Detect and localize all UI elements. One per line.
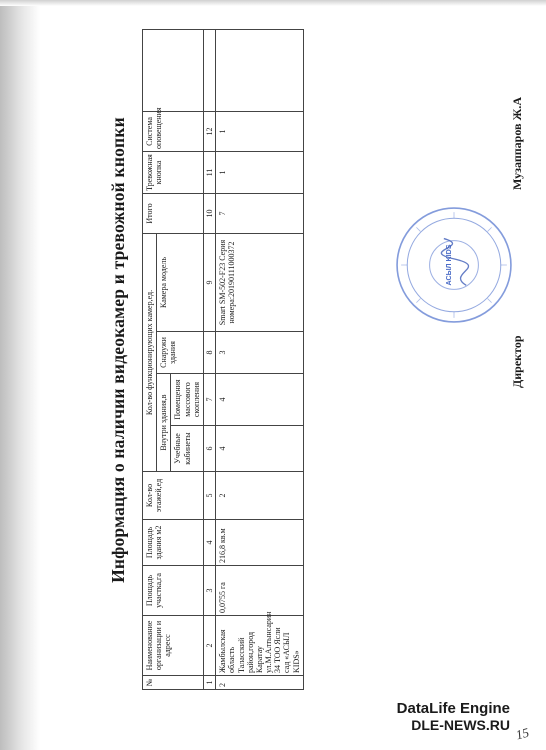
cell-classrooms: 4 bbox=[216, 426, 304, 472]
column-number: 12 bbox=[203, 112, 215, 152]
col-building-area-header: Площадь здания м2 bbox=[143, 520, 204, 566]
cell-alert-system: 1 bbox=[216, 112, 304, 152]
column-number: 7 bbox=[203, 374, 215, 426]
column-number-blank bbox=[203, 30, 215, 112]
cell-total: 7 bbox=[216, 194, 304, 234]
cell-site-area: 0,0755 га bbox=[216, 566, 304, 616]
column-number: 5 bbox=[203, 472, 215, 520]
col-alert-system-header: Система оповещения bbox=[143, 112, 204, 152]
col-floors-header: Кол-во этажей,ед bbox=[143, 472, 204, 520]
cell-outside: 3 bbox=[216, 332, 304, 374]
column-number: 10 bbox=[203, 194, 215, 234]
column-number: 6 bbox=[203, 426, 215, 472]
col-mass-rooms-header: Помещения массового скопления bbox=[171, 374, 204, 426]
column-number: 9 bbox=[203, 234, 215, 332]
col-total-header: Итого bbox=[143, 194, 204, 234]
handwritten-page-number: 15 bbox=[514, 724, 531, 743]
col-blank bbox=[143, 30, 204, 112]
cell-building-area: 216,8 кв.м bbox=[216, 520, 304, 566]
header-row-1 bbox=[143, 30, 157, 690]
col-name-header: Наименование организации и адресс bbox=[143, 616, 204, 676]
cell-camera-model: Smart SM-502-F23 Серия номера:20190111000372 bbox=[216, 234, 304, 332]
column-number: 11 bbox=[203, 152, 215, 194]
column-numbers-row bbox=[203, 30, 215, 690]
cell-mass-rooms: 4 bbox=[216, 374, 304, 426]
column-number: 3 bbox=[203, 566, 215, 616]
col-outside-header: Снаружи здания bbox=[157, 332, 204, 374]
watermark-line-1: DataLife Engine bbox=[396, 700, 510, 717]
document-title: Информация о наличии видеокамер и тревожной кнопки bbox=[108, 117, 128, 583]
rotated-document bbox=[100, 0, 546, 700]
cameras-table bbox=[142, 29, 304, 690]
column-number: 1 bbox=[203, 676, 215, 690]
cell-no: 2 bbox=[216, 676, 304, 690]
col-cameras-group-header: Кол-во функционирующих камер,ед. bbox=[143, 234, 157, 472]
scan-edge-shadow bbox=[0, 0, 40, 750]
column-number: 8 bbox=[203, 332, 215, 374]
col-camera-model-header: Камера модель bbox=[157, 234, 204, 332]
cell-name: Жамбылская область Таласский район,город Каратау ул.М.Алтынсарин 34 ТОО Ясли сад «АСЫЛ KIDS» bbox=[216, 616, 304, 676]
director-label: Директор bbox=[510, 335, 524, 388]
director-name: Музаппаров Ж.А bbox=[510, 96, 524, 190]
col-alarm-header: Тревожная кнопка bbox=[143, 152, 204, 194]
col-inside-header: Внутри здания,в bbox=[157, 374, 171, 472]
col-classrooms-header: Учебные кабинеты bbox=[171, 426, 204, 472]
cell-blank bbox=[216, 30, 304, 112]
column-number: 4 bbox=[203, 520, 215, 566]
watermark-line-2: DLE-NEWS.RU bbox=[411, 717, 510, 733]
watermark bbox=[397, 700, 510, 733]
round-stamp bbox=[393, 204, 515, 326]
col-no-header: № bbox=[143, 676, 204, 690]
cell-floors: 2 bbox=[216, 472, 304, 520]
column-number: 2 bbox=[203, 616, 215, 676]
table-row bbox=[216, 30, 304, 690]
col-site-area-header: Площадь участка,га bbox=[143, 566, 204, 616]
cell-alarm: 1 bbox=[216, 152, 304, 194]
stamp-text: АСЫЛ KIDS bbox=[444, 244, 453, 286]
